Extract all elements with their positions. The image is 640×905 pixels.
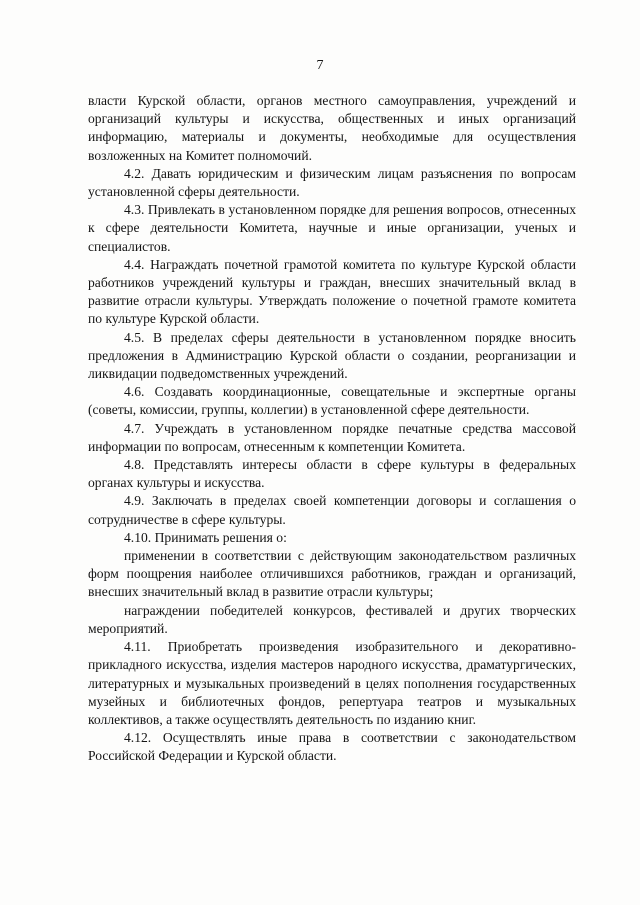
paragraph-4-7: 4.7. Учреждать в установленном порядке печатные средства массовой информации по вопросам, отнесенным к компетенции Комитета. bbox=[88, 420, 576, 454]
paragraph-4-10: 4.10. Принимать решения о: bbox=[124, 529, 287, 545]
paragraph-4-5: 4.5. В пределах сферы деятельности в установленном порядке вносить предложения в Администрацию Курской области о создании, реорганизации и ликвидации подведомственных учреждений. bbox=[88, 329, 576, 382]
paragraph-4-10-a: применении в соответствии с действующим законодательством различных форм поощрения наиболее отличившихся работников, граждан и организаций, внесших значительный вклад в развитие отрасли культуры; bbox=[88, 548, 576, 600]
paragraph-4-11: 4.11. Приобретать произведения изобразительного и декоративно-прикладного искусства, изделия мастеров народного искусства, драматургических, литературных и музыкальных произведений в целях пополнения государственных музейных и библиотечных фондов, репертуара театров и музыкальных коллективов, а также осуществлять деятельность по изданию книг. bbox=[88, 639, 576, 727]
paragraph-continuation: власти Курской области, органов местного самоуправления, учреждений и организаций культуры и искусства, общественных и иных организаций информацию, материалы и документы, необходимые для осуществления возложенных на Комитет полномочий. bbox=[88, 93, 576, 163]
paragraph-4-12: 4.12. Осуществлять иные права в соответствии с законодательством Российской Федерации и Курской области. bbox=[88, 730, 576, 764]
paragraph-4-3: 4.3. Привлекать в установленном порядке для решения вопросов, отнесенных к сфере деятельности Комитета, научные и иные организации, ученых и специалистов. bbox=[88, 202, 576, 254]
paragraph-4-4: 4.4. Награждать почетной грамотой комитета по культуре Курской области работников учреждений культуры и граждан, внесших значительный вклад в развитие отрасли культуры. Утверждать положение о почетной грамоте комитета по культуре Курской области. bbox=[88, 256, 576, 327]
paragraph-4-9: 4.9. Заключать в пределах своей компетенции договоры и соглашения о сотрудничестве в сфере культуры. bbox=[88, 493, 576, 527]
paragraph-4-2: 4.2. Давать юридическим и физическим лицам разъяснения по вопросам установленной сферы деятельности. bbox=[88, 165, 576, 200]
paragraph-4-8: 4.8. Представлять интересы области в сфере культуры в федеральных органах культуры и искусства. bbox=[88, 457, 576, 491]
paragraph-4-10-b: награждении победителей конкурсов, фестивалей и других творческих мероприятий. bbox=[88, 602, 576, 636]
document-body bbox=[88, 92, 576, 766]
paragraph-4-6: 4.6. Создавать координационные, совещательные и экспертные органы (советы, комиссии, группы, коллегии) в установленной сфере деятельности. bbox=[88, 384, 576, 418]
page-number: 7 bbox=[316, 58, 324, 73]
